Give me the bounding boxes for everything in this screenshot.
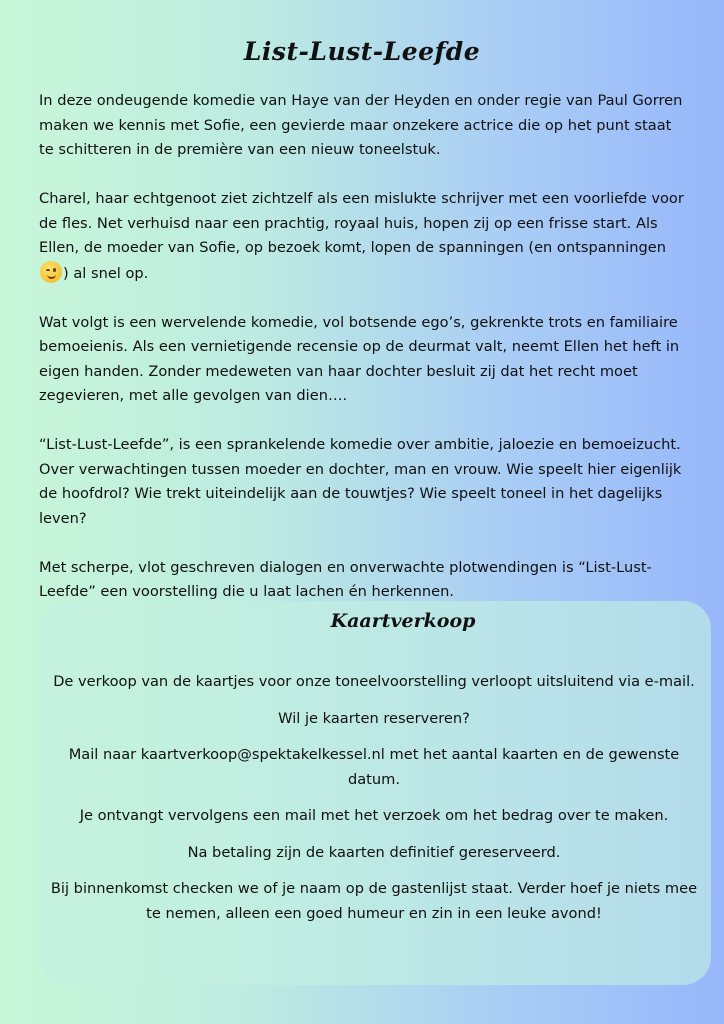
paragraph-themes: “List-Lust-Leefde”, is een sprankelende komedie over ambitie, jaloezie en bemoeizucht. Over verwachtingen tussen moeder en dochter, man en vrouw. Wie speelt hier eigenlijk de hoofdrol? Wie trekt uiteindelijk aan de touwtjes? Wie speelt toneel in het dagelijks leven? [39, 436, 682, 527]
ticket-line-mail-address: Mail naar kaartverkoop@spektakelkessel.nl met het aantal kaarten en de gewenste datum. [68, 746, 680, 788]
ticket-sales-text [46, 670, 702, 938]
ticket-line-guestlist: Bij binnenkomst checken we of je naam op de gastenlijst staat. Verder hoef je niets mee te nemen, alleen een goed humeur en zin in een leuke avond! [50, 880, 698, 922]
paragraph-plot: Wat volgt is een wervelende komedie, vol botsende ego’s, gekrenkte trots en familiaire bemoeienis. Als een vernietigende recensie op de deurmat valt, neemt Ellen het heft in eigen handen. Zonder medeweten van haar dochter besluit zij dat het recht moet zegevieren, met alle gevolgen van dien…. [39, 313, 680, 404]
winking-face-icon [40, 261, 62, 283]
paragraph-characters [39, 187, 689, 286]
ticket-line-email-only: De verkoop van de kaartjes voor onze toneelvoorstelling verloopt uitsluitend via e-mail. [53, 673, 695, 690]
paragraph-closing: Met scherpe, vlot geschreven dialogen en onverwachte plotwendingen is “List-Lust-Leefde” een voorstelling die u laat lachen én herkennen. [39, 558, 652, 600]
page-title: List-Lust-Leefde [243, 37, 481, 66]
ticket-sales-title: Kaartverkoop [330, 610, 476, 632]
ticket-line-question: Wil je kaarten reserveren? [278, 709, 470, 727]
description-text [39, 89, 689, 629]
paragraph-characters-end: ) al snel op. [63, 264, 149, 282]
ticket-line-payment-request: Je ontvangt vervolgens een mail met het verzoek om het bedrag over te maken. [79, 807, 669, 824]
ticket-line-confirmation: Na betaling zijn de kaarten definitief gereserveerd. [187, 843, 561, 861]
paragraph-intro: In deze ondeugende komedie van Haye van der Heyden en onder regie van Paul Gorren maken we kennis met Sofie, een gevierde maar onzekere actrice die op het punt staat te schitteren in de première van een nieuw toneelstuk. [39, 92, 683, 158]
paragraph-characters-text: Charel, haar echtgenoot ziet zichtzelf als een mislukte schrijver met een voorliefde voor de fles. Net verhuisd naar een prachtig, royaal huis, hopen zij op een frisse start. Als Ellen, de moeder van Sofie, op bezoek komt, lopen de spanningen (en ontspanningen [39, 190, 684, 256]
